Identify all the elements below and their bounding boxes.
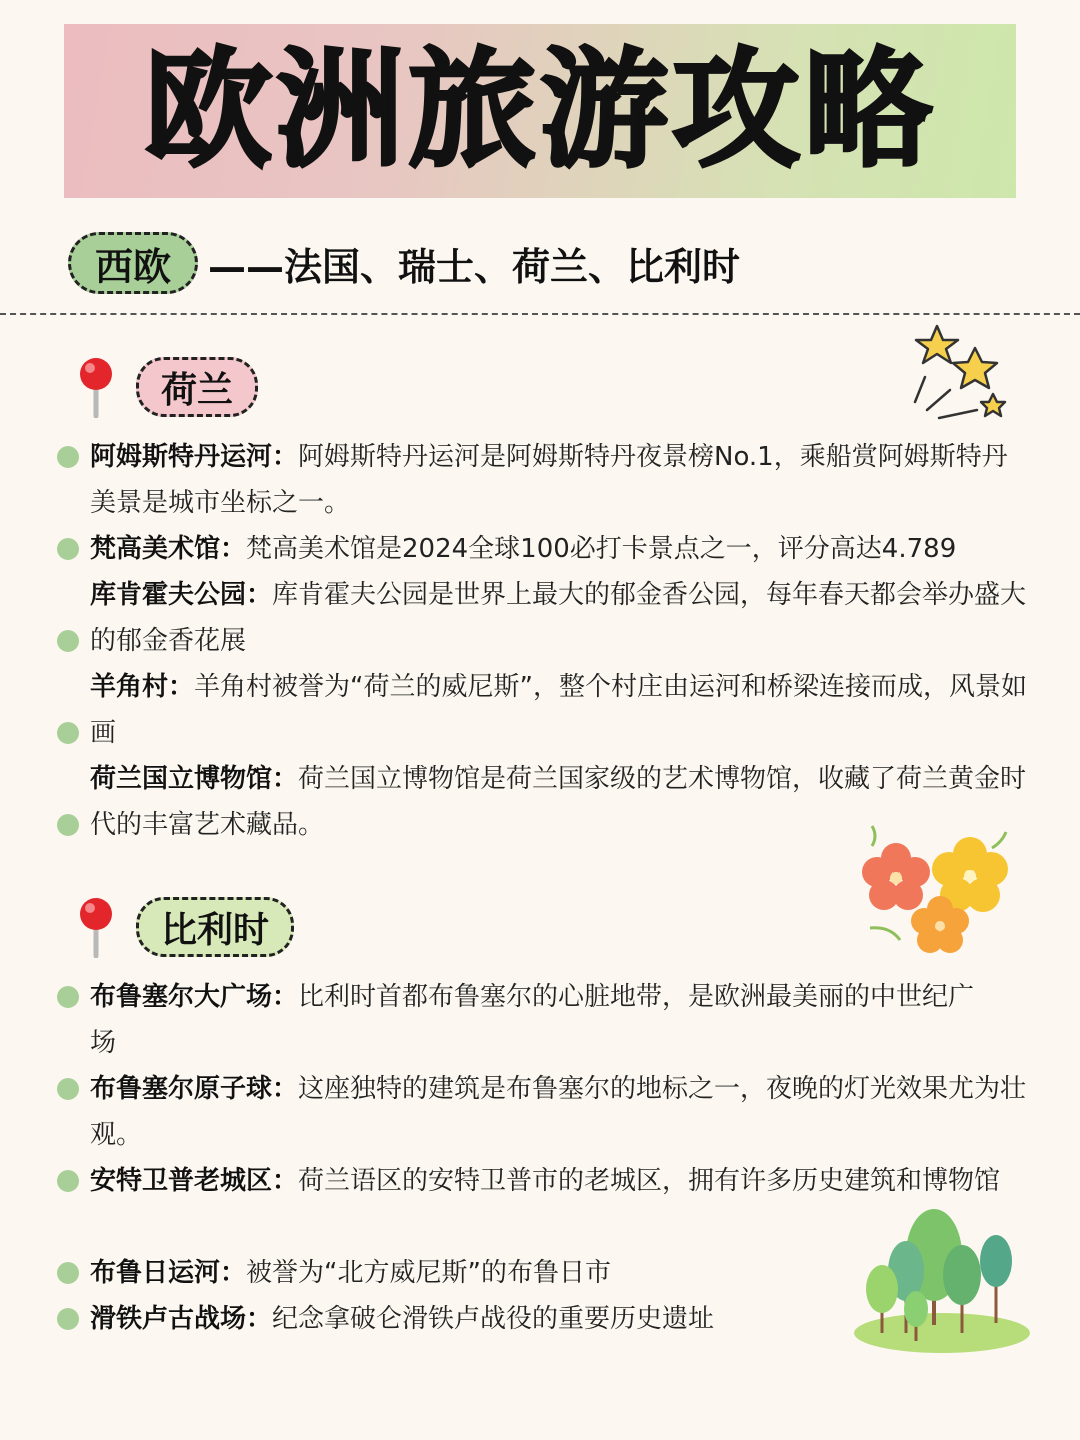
bullet <box>57 722 79 744</box>
list-item <box>90 974 990 1066</box>
region-tag: 西欧 <box>68 232 198 294</box>
item-desc: 阿姆斯特丹运河是阿姆斯特丹夜景榜No.1，乘船赏阿姆斯特丹美景是城市坐标之一。 <box>90 442 1008 518</box>
title-banner <box>64 24 1016 198</box>
list-item <box>90 434 1030 526</box>
item-desc: 羊角村被誉为“荷兰的威尼斯”，整个村庄由运河和桥梁连接而成，风景如画 <box>90 672 1027 748</box>
item-desc: 荷兰语区的安特卫普市的老城区，拥有许多历史建筑和博物馆 <box>298 1166 1001 1196</box>
item-name: 阿姆斯特丹运河： <box>90 442 299 472</box>
list-item <box>90 572 1030 664</box>
item-desc: 这座独特的建筑是布鲁塞尔的地标之一，夜晚的灯光效果尤为壮观。 <box>90 1074 1027 1150</box>
item-name: 安特卫普老城区： <box>90 1166 299 1196</box>
item-name: 布鲁塞尔原子球： <box>90 1074 299 1104</box>
section-tag-belgium: 比利时 <box>136 897 294 957</box>
bullet <box>57 1262 79 1284</box>
trees-icon <box>850 1205 1035 1355</box>
bullet <box>57 538 79 560</box>
item-name: 羊角村： <box>90 672 195 702</box>
bullet <box>57 1170 79 1192</box>
section-tag-netherlands: 荷兰 <box>136 357 258 417</box>
bullet <box>57 1078 79 1100</box>
list-item <box>90 1066 1030 1158</box>
stars-icon <box>905 322 1015 432</box>
region-countries: ——法国、瑞士、荷兰、比利时 <box>208 244 741 289</box>
item-desc: 纪念拿破仑滑铁卢战役的重要历史遗址 <box>272 1304 715 1334</box>
item-desc: 库肯霍夫公园是世界上最大的郁金香公园，每年春天都会举办盛大的郁金香花展 <box>90 580 1027 656</box>
bullet <box>57 986 79 1008</box>
flowers-icon <box>852 818 1020 968</box>
section-head-belgium <box>72 896 294 958</box>
list-item <box>90 1158 1030 1204</box>
list-item <box>90 526 1030 572</box>
bullet <box>57 446 79 468</box>
item-desc: 比利时首都布鲁塞尔的心脏地带，是欧洲最美丽的中世纪广场 <box>90 982 975 1058</box>
map-pin-icon <box>72 356 120 418</box>
item-desc: 被誉为“北方威尼斯”的布鲁日市 <box>246 1258 611 1288</box>
item-name: 滑铁卢古战场： <box>90 1304 273 1334</box>
item-name: 库肯霍夫公园： <box>90 580 273 610</box>
section-head-netherlands <box>72 356 258 418</box>
bullet <box>57 814 79 836</box>
item-name: 布鲁塞尔大广场： <box>90 982 299 1012</box>
item-name: 荷兰国立博物馆： <box>90 764 299 794</box>
item-name: 梵高美术馆： <box>90 534 247 564</box>
list-item <box>90 664 1030 756</box>
bullet <box>57 630 79 652</box>
page-title: 欧洲旅游攻略 <box>143 36 936 185</box>
item-desc: 荷兰国立博物馆是荷兰国家级的艺术博物馆，收藏了荷兰黄金时代的丰富艺术藏品。 <box>90 764 1027 840</box>
bullet <box>57 1308 79 1330</box>
region-row <box>68 232 740 294</box>
dashed-divider <box>0 313 1080 315</box>
map-pin-icon <box>72 896 120 958</box>
item-name: 布鲁日运河： <box>90 1258 247 1288</box>
item-desc: 梵高美术馆是2024全球100必打卡景点之一，评分高达4.789 <box>246 534 957 564</box>
